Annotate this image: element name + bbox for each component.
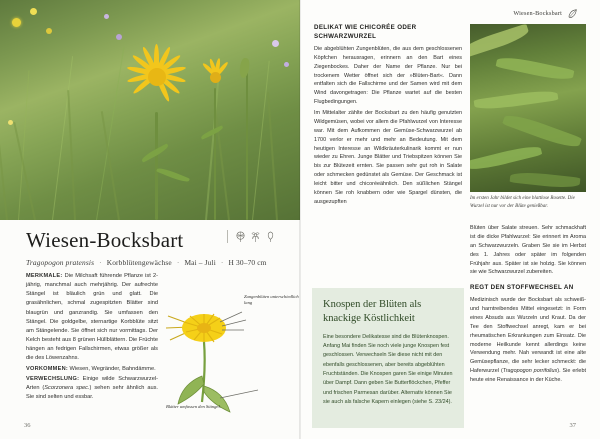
- recipe-callout-box: [312, 288, 464, 428]
- plant-height: H 30–70 cm: [228, 258, 267, 267]
- verwechslung-text-1: Einige wilde Schwarzwurzel-Arten (: [26, 375, 158, 391]
- left-description-column: [26, 272, 158, 403]
- verwechslung-text-2: ) sehen sehr ähnlich aus. Sie sind selten und essbar.: [26, 384, 158, 401]
- leaf-icon: [567, 8, 578, 19]
- flower-head-icon: [235, 230, 246, 243]
- species-meta: [26, 258, 276, 267]
- page-title: Wiesen-Bocksbart: [26, 228, 184, 252]
- usable-parts-icon-row: [227, 230, 276, 243]
- right-text-column-b: [470, 224, 586, 385]
- recipe-box-text: Eine besondere Delikatesse sind die Blütenknospen. Anfang Mai finden Sie noch viele junge Knospen fest geschlossen. Verwechseln Sie diese nicht mit den ebenfalls geschlossenen, aber bereits abgeblühten Fruchtständen. Die Knospen garen Sie einige Minuten über Dampf. Dann geben Sie Butterflöckchen, Pfeffer und frischen Parmesan darüber. Alternativ können Sie sie auch als falsche Kapern einlegen (siehe S. 23/24).: [323, 333, 453, 405]
- right-page: [300, 0, 600, 439]
- section-2-paragraph: [470, 296, 586, 385]
- book-gutter: [299, 0, 301, 439]
- verwechslung-scientific-name: Scorzonera spec.: [44, 384, 90, 391]
- right-text-column-a: [314, 24, 462, 207]
- section-1-paragraph-1: Die abgeblühten Zungenblüten, die aus dem geschlossenen Köpfchen herausragen, erinnern an den Bart eines Ziegenbockes. Daher der Name der Pflanze. Nur bei trockenem Wetter öffnet sich der »Blüten-Bart«. Dann entfalten sich die Fallschirme und der Samen wird mit dem Wind davongetragen: Die Pflanze wartet auf die besten Flugbedingungen.: [314, 45, 462, 106]
- merkmale-paragraph: [26, 272, 158, 364]
- main-meadow-photograph: [0, 0, 300, 220]
- vorkommen-paragraph: [26, 365, 158, 374]
- recipe-box-title: Knospen der Blüten als knackige Köstlichkeit: [323, 299, 422, 324]
- plant-family: Korbblütengewächse: [106, 258, 172, 267]
- meta-separator-3: ·: [220, 258, 224, 267]
- scientific-name: Tragopogon pratensis: [26, 258, 95, 267]
- rosette-photograph: [470, 24, 586, 192]
- bloom-period: Mai – Juli: [184, 258, 216, 267]
- running-head-text: Wiesen-Bocksbart: [513, 10, 562, 17]
- section-2-text-1: Medizinisch wurde der Bocksbart als schweiß- und harntreibendes Mittel eingesetzt: in Form eines Absuds aus Wurzeln und Kraut. Da der Tee den Stoffwechsel anregt, kam er bei rheumatischen Erkrankungen zum Einsatz. Die moderne Heilkunde kennt allerdings keine Verwendung mehr. Nah verwandt ist eine alte Gemüsepflanze, die sehr lecker schmeckt: die Haferwurzel (: [470, 297, 586, 375]
- vorkommen-text: Wiesen, Wegränder, Bahndämme.: [67, 365, 156, 372]
- section-heading-stoffwechsel: REGT DEN STOFFWECHSEL AN: [470, 284, 574, 292]
- root-icon: [265, 230, 276, 243]
- meta-separator: ·: [99, 258, 102, 267]
- section-2-scientific-name: Tragopogon porrifolius: [502, 368, 558, 375]
- merkmale-label: MERKMALE:: [26, 273, 63, 279]
- section-2-text-2: ). Sie erlebt heute eine Renaissance in der Küche.: [470, 368, 586, 384]
- leaf-rosette-icon: [250, 230, 261, 243]
- section-1-paragraph-3: Blüten über Salate streuen. Sehr schmackhaft ist die dicke Pfahlwurzel: Sie erinnert im Aroma an Schwarzwurzeln. Graben Sie sie im Herbst des 1. Jahres oder später im folgenden Frühjahr aus. Später ist sie holzig. Sie können sie wie Schwarzwurzel zubereiten.: [470, 225, 586, 276]
- merkmale-text: Die Milchsaft führende Pflanze ist 2-jährig, manchmal auch mehrjährig. Der aufrechte Stängel ist bläulich grün und glatt. Die grasähnlichen, schmal zugespitzten Blätter sind blaugrün und ganzrandig. Sie umfassen den Stängel. Die goldgelbe, sternartige Korbblüte sitzt am Stängelende. Sie öffnet sich nur vormittags. Der Kelch besteht aus 8 grünen Hüllblättern. Die Früchte hängen an fedrigen Fallschirmen, etwas größer als die des Löwenzahns.: [26, 273, 158, 362]
- botanical-illustration: [160, 272, 300, 422]
- callout-top-label: Zungenblüten unterschiedlich lang: [244, 294, 299, 306]
- page-number-right: 37: [569, 422, 576, 429]
- vorkommen-label: VORKOMMEN:: [26, 365, 68, 372]
- section-heading-delikat: DELIKAT WIE CHICORÉE ODER SCHWARZWURZEL: [314, 24, 417, 40]
- page-number-left: 36: [24, 422, 31, 429]
- verwechslung-paragraph: [26, 375, 158, 402]
- photo-caption: Im ersten Jahr bildet sich eine blattlose Rosette. Die Wurzel ist nur vor der Blüte genießbar.: [470, 196, 575, 209]
- verwechslung-label: VERWECHSLUNG:: [26, 375, 80, 382]
- icon-divider: [227, 230, 228, 243]
- species-heading-block: [26, 228, 276, 267]
- running-head: [513, 8, 578, 19]
- callout-bottom-label: Blätter umfassen den Stängel.: [166, 404, 221, 409]
- meta-separator-2: ·: [176, 258, 180, 267]
- section-1-paragraph-2: Im Mittelalter zählte der Bocksbart zu den häufig genutzten Wildgemüsen, wobei vor allem die Pfahlwurzel von Interesse war. Mit dem Aufkommen der Gemüse-Schwarzwurzel ab 1700 verlor er mehr und mehr an Bedeutung. Mit dem heutigen Interesse an Wildkräuterkulinarik kommt er nun wieder zu Ehren. Junge Blätter und Triebspitzen können Sie bis zur Blütezeit ernten. Sie passen sehr gut roh in Salate oder schmecken gedünstet als Gemüse. Der Geschmack ist leicht bitter und chicoréeähnlich. Den süßlichen Stängel können Sie roh knabbern oder wie Spargel dünsten, die ausgezupften: [314, 110, 462, 205]
